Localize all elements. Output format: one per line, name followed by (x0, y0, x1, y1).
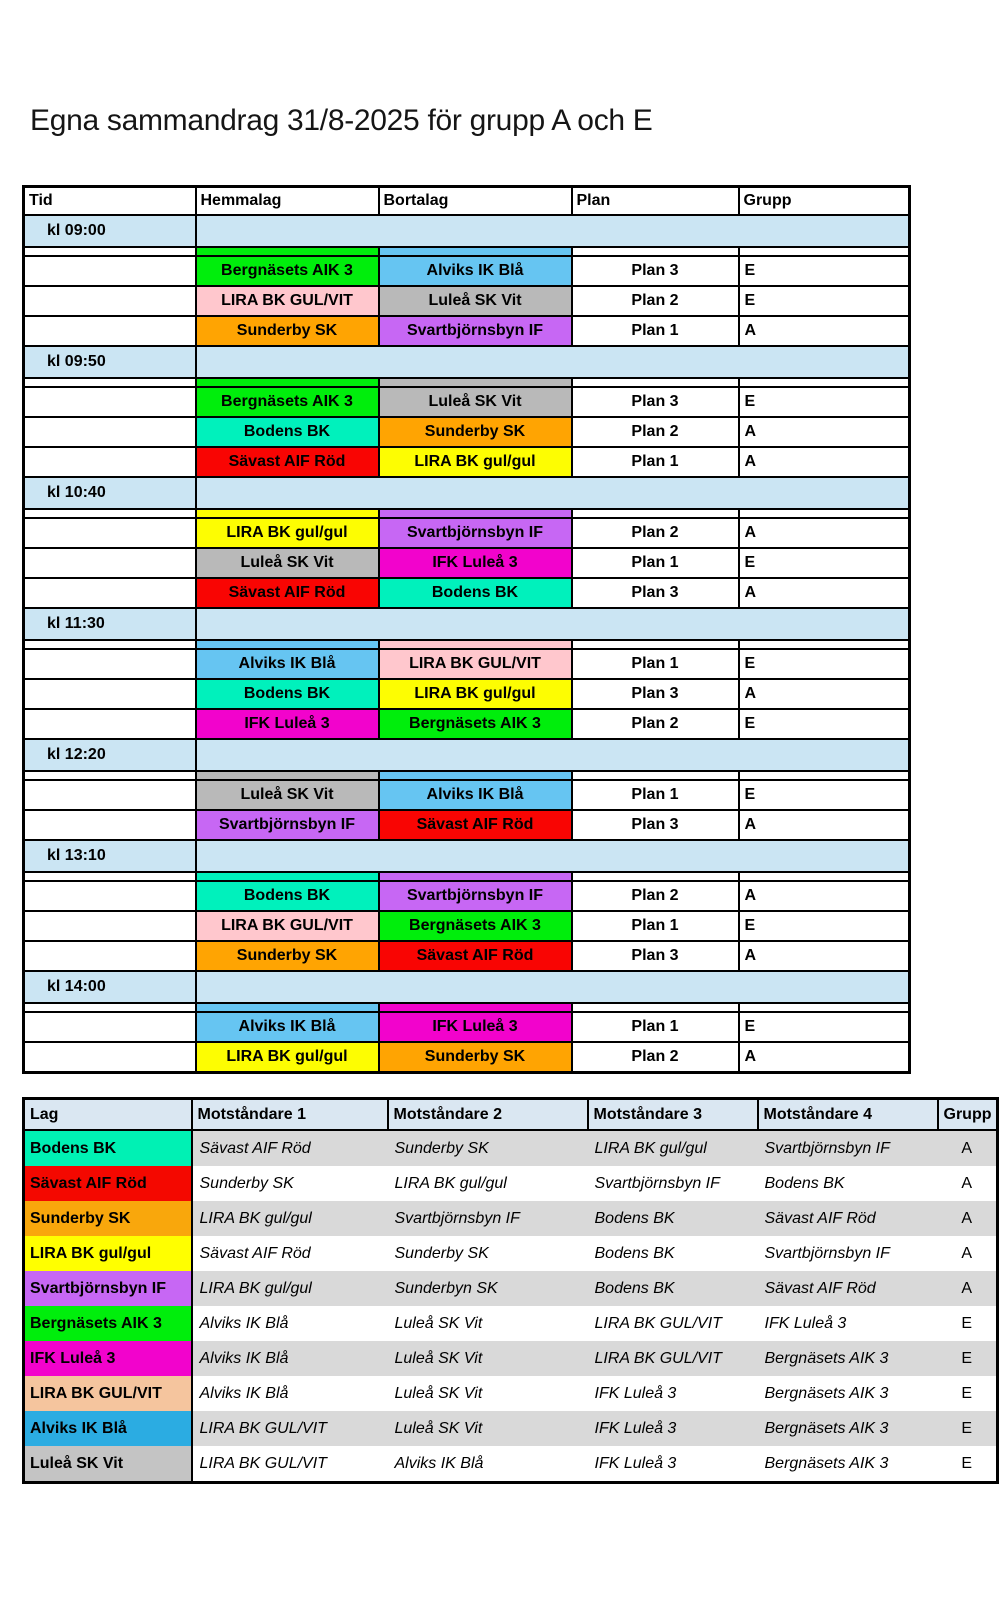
away-team-cell: Bodens BK (379, 578, 572, 608)
team-row (24, 1236, 998, 1271)
time-label: kl 10:40 (24, 477, 196, 509)
home-team-cell: Alviks IK Blå (196, 1012, 379, 1042)
home-team-cell: Alviks IK Blå (196, 649, 379, 679)
empty-tid-cell (24, 256, 196, 286)
time-band (196, 971, 910, 1003)
group-cell: A (961, 1279, 973, 1297)
home-color-strip (196, 1003, 379, 1012)
opponent-cell: Svartbjörnsbyn IF (394, 1209, 520, 1227)
empty-cell (24, 1003, 196, 1012)
home-team-cell: Luleå SK Vit (196, 780, 379, 810)
plan-cell: Plan 1 (572, 548, 739, 578)
group-cell: E (739, 649, 910, 679)
opponent-cell: Sunderby SK (394, 1244, 489, 1262)
away-team-cell: Sävast AIF Röd (379, 810, 572, 840)
time-row (24, 840, 910, 872)
plan-cell: Plan 3 (572, 810, 739, 840)
header-hemmalag: Hemmalag (196, 187, 379, 216)
group-cell: E (961, 1384, 973, 1402)
team-name-cell: Luleå SK Vit (24, 1446, 192, 1483)
away-team-cell: LIRA BK gul/gul (379, 679, 572, 709)
opponent-cell: LIRA BK gul/gul (199, 1209, 312, 1227)
time-band (196, 608, 910, 640)
plan-cell: Plan 2 (572, 518, 739, 548)
header-motstandare-3: Motståndare 3 (588, 1099, 758, 1131)
time-row (24, 477, 910, 509)
home-team-cell: Sävast AIF Röd (196, 447, 379, 477)
opponent-cell: Sunderby SK (394, 1139, 489, 1157)
match-row (24, 518, 910, 548)
team-name-cell: IFK Luleå 3 (24, 1341, 192, 1376)
match-row (24, 780, 910, 810)
empty-cell (739, 640, 910, 649)
away-team-cell: Svartbjörnsbyn IF (379, 518, 572, 548)
empty-cell (739, 378, 910, 387)
opponent-cell: Bergnäsets AIK 3 (764, 1349, 889, 1367)
opponent-cell: LIRA BK gul/gul (594, 1139, 707, 1157)
home-team-cell: Sunderby SK (196, 941, 379, 971)
home-color-strip (196, 509, 379, 518)
home-team-cell: Svartbjörnsbyn IF (196, 810, 379, 840)
page-title: Egna sammandrag 31/8-2025 för grupp A och E (30, 104, 653, 137)
match-row (24, 387, 910, 417)
team-row (24, 1341, 998, 1376)
opponent-cell: Bergnäsets AIK 3 (764, 1384, 889, 1402)
time-label: kl 09:00 (24, 215, 196, 247)
header-tid: Tid (24, 187, 196, 216)
home-team-cell: Bodens BK (196, 417, 379, 447)
opponent-cell: Sävast AIF Röd (764, 1209, 876, 1227)
away-color-strip (379, 872, 572, 881)
opponent-cell: Svartbjörnsbyn IF (764, 1244, 890, 1262)
group-cell: E (739, 286, 910, 316)
group-cell: A (739, 810, 910, 840)
opponent-cell: Sävast AIF Röd (199, 1244, 311, 1262)
home-color-strip (196, 640, 379, 649)
team-name-cell: LIRA BK gul/gul (24, 1236, 192, 1271)
opponent-cell: LIRA BK GUL/VIT (199, 1454, 327, 1472)
away-team-cell: Sunderby SK (379, 1042, 572, 1073)
plan-cell: Plan 3 (572, 387, 739, 417)
home-color-strip (196, 771, 379, 780)
empty-tid-cell (24, 447, 196, 477)
opponent-cell: Bodens BK (594, 1279, 675, 1297)
empty-cell (572, 1003, 739, 1012)
match-row (24, 447, 910, 477)
away-team-cell: LIRA BK gul/gul (379, 447, 572, 477)
time-row (24, 608, 910, 640)
match-row (24, 709, 910, 739)
schedule-header-row (24, 187, 910, 216)
plan-cell: Plan 1 (572, 780, 739, 810)
opponent-cell: LIRA BK gul/gul (394, 1174, 507, 1192)
empty-cell (739, 509, 910, 518)
group-cell: A (739, 679, 910, 709)
away-team-cell: Bergnäsets AIK 3 (379, 709, 572, 739)
home-team-cell: LIRA BK gul/gul (196, 518, 379, 548)
match-row (24, 417, 910, 447)
away-color-strip (379, 771, 572, 780)
empty-tid-cell (24, 1042, 196, 1073)
time-label: kl 11:30 (24, 608, 196, 640)
away-color-strip (379, 509, 572, 518)
home-team-cell: Bodens BK (196, 881, 379, 911)
plan-cell: Plan 3 (572, 578, 739, 608)
group-cell: E (739, 1012, 910, 1042)
spacer-row (24, 247, 910, 256)
home-team-cell: Luleå SK Vit (196, 548, 379, 578)
match-row (24, 316, 910, 346)
time-label: kl 09:50 (24, 346, 196, 378)
home-team-cell: LIRA BK GUL/VIT (196, 286, 379, 316)
empty-tid-cell (24, 679, 196, 709)
match-row (24, 941, 910, 971)
opponent-cell: Bodens BK (594, 1209, 675, 1227)
plan-cell: Plan 2 (572, 881, 739, 911)
header-motstandare-1: Motståndare 1 (192, 1099, 388, 1131)
opponent-cell: LIRA BK GUL/VIT (594, 1349, 722, 1367)
empty-tid-cell (24, 518, 196, 548)
opponent-cell: LIRA BK GUL/VIT (199, 1419, 327, 1437)
match-row (24, 911, 910, 941)
opponent-cell: IFK Luleå 3 (594, 1384, 677, 1402)
empty-cell (739, 247, 910, 256)
group-cell: E (739, 256, 910, 286)
opponents-table (22, 1097, 999, 1484)
time-label: kl 14:00 (24, 971, 196, 1003)
empty-cell (24, 872, 196, 881)
group-cell: A (739, 1042, 910, 1073)
opponent-cell: IFK Luleå 3 (764, 1314, 847, 1332)
empty-tid-cell (24, 810, 196, 840)
empty-cell (572, 872, 739, 881)
away-team-cell: Alviks IK Blå (379, 256, 572, 286)
away-team-cell: Luleå SK Vit (379, 286, 572, 316)
plan-cell: Plan 3 (572, 256, 739, 286)
away-color-strip (379, 378, 572, 387)
header-grupp-2: Grupp (938, 1099, 998, 1131)
empty-cell (739, 1003, 910, 1012)
home-team-cell: Sävast AIF Röd (196, 578, 379, 608)
team-name-cell: Svartbjörnsbyn IF (24, 1271, 192, 1306)
team-name-cell: Bodens BK (24, 1130, 192, 1166)
home-team-cell: Bodens BK (196, 679, 379, 709)
opponent-cell: Bergnäsets AIK 3 (764, 1454, 889, 1472)
schedule-table (22, 185, 911, 1074)
spacer-row (24, 509, 910, 518)
group-cell: E (961, 1419, 973, 1437)
group-cell: E (961, 1349, 973, 1367)
team-row (24, 1376, 998, 1411)
empty-tid-cell (24, 387, 196, 417)
team-row (24, 1130, 998, 1166)
away-team-cell: Sävast AIF Röd (379, 941, 572, 971)
header-plan: Plan (572, 187, 739, 216)
group-cell: E (961, 1314, 973, 1332)
group-cell: A (739, 518, 910, 548)
away-team-cell: LIRA BK GUL/VIT (379, 649, 572, 679)
home-team-cell: Bergnäsets AIK 3 (196, 256, 379, 286)
team-name-cell: Bergnäsets AIK 3 (24, 1306, 192, 1341)
home-team-cell: Sunderby SK (196, 316, 379, 346)
away-team-cell: Sunderby SK (379, 417, 572, 447)
plan-cell: Plan 3 (572, 679, 739, 709)
empty-tid-cell (24, 316, 196, 346)
time-band (196, 346, 910, 378)
group-cell: A (739, 941, 910, 971)
empty-cell (739, 872, 910, 881)
match-row (24, 679, 910, 709)
opponent-cell: LIRA BK gul/gul (199, 1279, 312, 1297)
header-lag: Lag (24, 1099, 192, 1131)
opponent-cell: Svartbjörnsbyn IF (594, 1174, 720, 1192)
plan-cell: Plan 2 (572, 1042, 739, 1073)
empty-tid-cell (24, 709, 196, 739)
group-cell: E (739, 548, 910, 578)
home-team-cell: Bergnäsets AIK 3 (196, 387, 379, 417)
opponent-cell: Bergnäsets AIK 3 (764, 1419, 889, 1437)
empty-tid-cell (24, 649, 196, 679)
away-color-strip (379, 1003, 572, 1012)
plan-cell: Plan 1 (572, 1012, 739, 1042)
time-row (24, 346, 910, 378)
opponent-cell: Bodens BK (764, 1174, 845, 1192)
match-row (24, 1042, 910, 1073)
time-row (24, 971, 910, 1003)
plan-cell: Plan 2 (572, 286, 739, 316)
match-row (24, 881, 910, 911)
spacer-row (24, 640, 910, 649)
header-grupp: Grupp (739, 187, 910, 216)
away-color-strip (379, 247, 572, 256)
team-row (24, 1166, 998, 1201)
home-team-cell: LIRA BK gul/gul (196, 1042, 379, 1073)
group-cell: E (739, 911, 910, 941)
opponent-cell: Alviks IK Blå (394, 1454, 484, 1472)
group-cell: A (961, 1174, 973, 1192)
group-cell: A (961, 1244, 973, 1262)
away-team-cell: Svartbjörnsbyn IF (379, 316, 572, 346)
home-team-cell: LIRA BK GUL/VIT (196, 911, 379, 941)
empty-tid-cell (24, 941, 196, 971)
empty-tid-cell (24, 417, 196, 447)
opponent-cell: Svartbjörnsbyn IF (764, 1139, 890, 1157)
team-name-cell: Sävast AIF Röd (24, 1166, 192, 1201)
empty-tid-cell (24, 911, 196, 941)
empty-cell (739, 771, 910, 780)
empty-cell (24, 378, 196, 387)
home-team-cell: IFK Luleå 3 (196, 709, 379, 739)
away-team-cell: IFK Luleå 3 (379, 1012, 572, 1042)
opponents-header-row (24, 1099, 998, 1131)
spacer-row (24, 872, 910, 881)
away-team-cell: Bergnäsets AIK 3 (379, 911, 572, 941)
time-row (24, 739, 910, 771)
opponent-cell: IFK Luleå 3 (594, 1454, 677, 1472)
empty-cell (24, 509, 196, 518)
away-team-cell: Luleå SK Vit (379, 387, 572, 417)
home-color-strip (196, 247, 379, 256)
group-cell: A (739, 316, 910, 346)
empty-cell (24, 771, 196, 780)
match-row (24, 810, 910, 840)
opponent-cell: Bodens BK (594, 1244, 675, 1262)
away-team-cell: IFK Luleå 3 (379, 548, 572, 578)
empty-cell (572, 640, 739, 649)
opponent-cell: Sävast AIF Röd (199, 1139, 311, 1157)
empty-cell (572, 771, 739, 780)
opponent-cell: Luleå SK Vit (394, 1384, 483, 1402)
header-bortalag: Bortalag (379, 187, 572, 216)
plan-cell: Plan 2 (572, 417, 739, 447)
header-motstandare-2: Motståndare 2 (388, 1099, 588, 1131)
team-row (24, 1306, 998, 1341)
plan-cell: Plan 3 (572, 941, 739, 971)
group-cell: A (739, 447, 910, 477)
plan-cell: Plan 2 (572, 709, 739, 739)
spacer-row (24, 771, 910, 780)
match-row (24, 1012, 910, 1042)
empty-cell (572, 509, 739, 518)
opponent-cell: Sunderby SK (199, 1174, 294, 1192)
opponent-cell: LIRA BK GUL/VIT (594, 1314, 722, 1332)
opponent-cell: Sävast AIF Röd (764, 1279, 876, 1297)
time-label: kl 12:20 (24, 739, 196, 771)
opponent-cell: Luleå SK Vit (394, 1419, 483, 1437)
empty-tid-cell (24, 286, 196, 316)
group-cell: A (739, 881, 910, 911)
team-row (24, 1411, 998, 1446)
away-team-cell: Svartbjörnsbyn IF (379, 881, 572, 911)
opponent-cell: Alviks IK Blå (199, 1384, 289, 1402)
group-cell: E (739, 387, 910, 417)
match-row (24, 256, 910, 286)
opponent-cell: IFK Luleå 3 (594, 1419, 677, 1437)
time-band (196, 840, 910, 872)
plan-cell: Plan 1 (572, 447, 739, 477)
team-name-cell: Alviks IK Blå (24, 1411, 192, 1446)
match-row (24, 286, 910, 316)
opponent-cell: Alviks IK Blå (199, 1314, 289, 1332)
empty-tid-cell (24, 881, 196, 911)
team-row (24, 1271, 998, 1306)
spacer-row (24, 1003, 910, 1012)
group-cell: E (739, 709, 910, 739)
group-cell: A (961, 1209, 973, 1227)
group-cell: E (961, 1454, 973, 1472)
plan-cell: Plan 1 (572, 911, 739, 941)
time-band (196, 739, 910, 771)
empty-tid-cell (24, 578, 196, 608)
match-row (24, 649, 910, 679)
opponent-cell: Alviks IK Blå (199, 1349, 289, 1367)
spacer-row (24, 378, 910, 387)
group-cell: E (739, 780, 910, 810)
plan-cell: Plan 1 (572, 316, 739, 346)
opponent-cell: Sunderbyn SK (394, 1279, 498, 1297)
group-cell: A (961, 1139, 973, 1157)
empty-cell (572, 378, 739, 387)
plan-cell: Plan 1 (572, 649, 739, 679)
time-band (196, 477, 910, 509)
header-motstandare-4: Motståndare 4 (758, 1099, 938, 1131)
empty-tid-cell (24, 780, 196, 810)
home-color-strip (196, 378, 379, 387)
empty-tid-cell (24, 548, 196, 578)
opponent-cell: Luleå SK Vit (394, 1349, 483, 1367)
team-name-cell: Sunderby SK (24, 1201, 192, 1236)
empty-cell (24, 640, 196, 649)
empty-cell (572, 247, 739, 256)
opponent-cell: Luleå SK Vit (394, 1314, 483, 1332)
empty-tid-cell (24, 1012, 196, 1042)
match-row (24, 578, 910, 608)
empty-cell (24, 247, 196, 256)
home-color-strip (196, 872, 379, 881)
time-band (196, 215, 910, 247)
match-row (24, 548, 910, 578)
team-name-cell: LIRA BK GUL/VIT (24, 1376, 192, 1411)
time-label: kl 13:10 (24, 840, 196, 872)
group-cell: A (739, 417, 910, 447)
team-row (24, 1201, 998, 1236)
group-cell: A (739, 578, 910, 608)
away-color-strip (379, 640, 572, 649)
time-row (24, 215, 910, 247)
team-row (24, 1446, 998, 1483)
away-team-cell: Alviks IK Blå (379, 780, 572, 810)
